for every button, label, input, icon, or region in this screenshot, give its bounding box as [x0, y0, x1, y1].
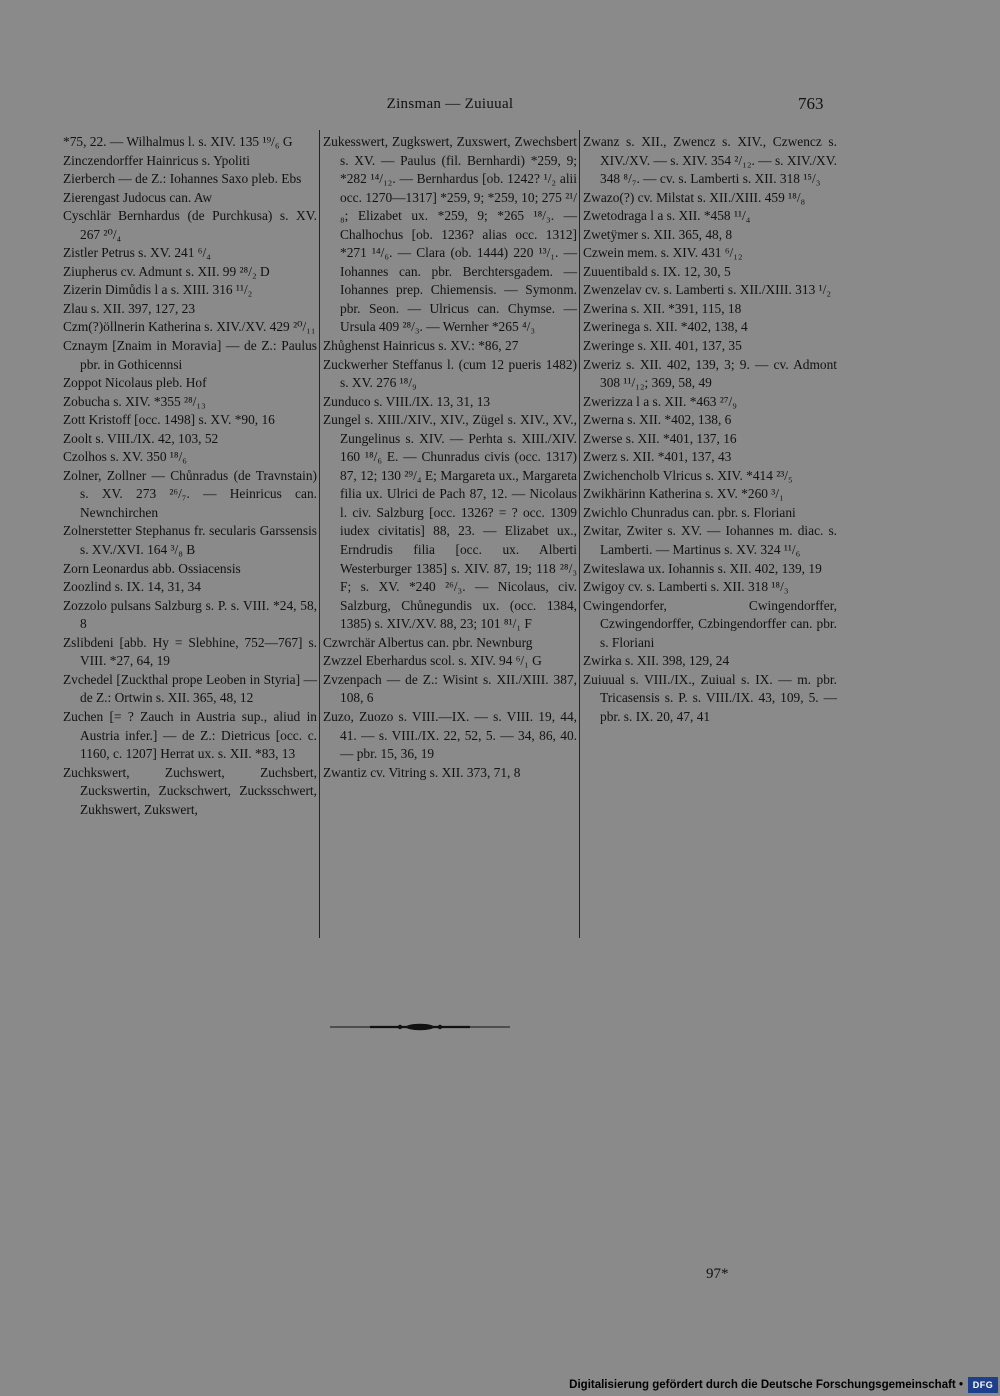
- index-entry: Czwrchär Albertus can. pbr. Newnburg: [323, 634, 533, 650]
- column-3: [583, 133, 837, 727]
- index-entry: Zuckwerher Steffanus l. (cum 12 pueris 1482) s. XV. 276 ¹⁸/₉: [323, 356, 577, 391]
- index-entry: Zweriz s. XII. 402, 139, 3; 9. — cv. Admont 308 ¹¹/₁₂; 369, 58, 49: [583, 356, 837, 391]
- index-entry: Zunduco s. VIII./IX. 13, 31, 13: [323, 393, 491, 409]
- column-1: [63, 133, 317, 819]
- index-entry: Zistler Petrus s. XV. 241 ⁶/₄: [63, 245, 211, 261]
- index-entry: Zorn Leonardus abb. Ossiacensis: [63, 560, 241, 576]
- index-entry: Zwerinega s. XII. *402, 138, 4: [583, 319, 748, 335]
- index-entry: Zwetodraga l a s. XII. *458 ¹¹/₄: [583, 208, 751, 224]
- index-entry: Zwenzelav cv. s. Lamberti s. XII./XIII. 313 ¹/₂: [583, 282, 832, 298]
- index-entry: Czolhos s. XV. 350 ¹⁸/₆: [63, 449, 187, 465]
- index-entry: Zwerna s. XII. *402, 138, 6: [583, 412, 732, 428]
- end-ornament: [330, 1017, 510, 1037]
- dfg-logo: DFG: [968, 1377, 998, 1393]
- index-entry: Zvchedel [Zuckthal prope Leoben in Styria] — de Z.: Ortwin s. XII. 365, 48, 12: [63, 671, 317, 706]
- index-entry: Zwantiz cv. Vitring s. XII. 373, 71, 8: [323, 764, 521, 780]
- index-entry: Ziupherus cv. Admunt s. XII. 99 ²⁸/₂ D: [63, 263, 270, 279]
- index-entry: Zwetÿmer s. XII. 365, 48, 8: [583, 226, 733, 242]
- index-entry: Zwanz s. XII., Zwencz s. XIV., Czwencz s. XIV./XV. — s. XIV. 354 ²/₁₂. — s. XIV./XV. 348 ⁸/₇. — cv. s. Lamberti s. XII. 318 ¹⁵/₃: [583, 134, 837, 187]
- index-entry: Zolner, Zollner — Chůnradus (de Travnstain) s. XV. 273 ²⁶/₇. — Heinricus can. Newnchirchen: [63, 467, 317, 520]
- index-entry: Zoppot Nicolaus pleb. Hof: [63, 375, 207, 391]
- index-entry: Zwichlo Chunradus can. pbr. s. Floriani: [583, 504, 796, 520]
- index-entry: Zierberch — de Z.: Iohannes Saxo pleb. Ebs: [63, 171, 302, 187]
- column-2: [323, 133, 577, 782]
- index-entry: Cwingendorfer, Cwingendorffer, Czwingendorffer, Czbingendorffer can. pbr. s. Floriani: [583, 597, 837, 650]
- index-entry: Zlau s. XII. 397, 127, 23: [63, 300, 196, 316]
- index-entry: Czm(?)öllnerin Katherina s. XIV./XV. 429 ²⁰/₁₁: [63, 319, 316, 335]
- index-entry: Zungel s. XIII./XIV., XIV., Zügel s. XIV., XV., Zungelinus s. XIV. — Perhta s. XIII./XIV. 160 ¹⁸/₆ E. — Chunradus civis (occ. 1317) 87, 12; 130 ²⁹/₄ E; Margareta ux., Margareta filia ux. Ulrici de Pach 87, 12. — Nicolaus l. civ. Salzburg [occ. 1326? = ? occ. 1309 iudex civitatis] 88, 23. — Elizabet ux., Erndrudis filia [occ. ux. Alberti Westerburger 1385] s. XIV. 87, 19; 118 ²⁸/₃ F; s. XV. *240 ²⁶/₃. — Nicolaus, civ. Salzburg, Chůnegundis ux. (occ. 1384, 1385) s. XIV./XV. 88, 23; 101 ⁸¹/₁ F: [323, 412, 577, 632]
- column-rule: [319, 130, 320, 938]
- index-entry: Zierengast Judocus can. Aw: [63, 189, 213, 205]
- index-entry: Zslibdeni [abb. Hy = Slebhine, 752—767] s. VIII. *27, 64, 19: [63, 634, 317, 669]
- index-entry: Zwigoy cv. s. Lamberti s. XII. 318 ¹⁸/₃: [583, 579, 789, 595]
- index-entry: Zweringe s. XII. 401, 137, 35: [583, 338, 742, 354]
- column-rule: [579, 130, 580, 938]
- page-number: 763: [798, 94, 824, 113]
- index-entry: Cyschlär Bernhardus (de Purchkusa) s. XV. 267 ²⁰/₄: [63, 208, 317, 242]
- index-entry: Zwerina s. XII. *391, 115, 18: [583, 300, 742, 316]
- signature-mark: 97*: [706, 1266, 729, 1282]
- index-entry: Zozzolo pulsans Salzburg s. P. s. VIII. *24, 58, 8: [63, 597, 317, 632]
- index-entry: Zwerse s. XII. *401, 137, 16: [583, 430, 737, 446]
- running-head: Zinsman — Zuiuual: [386, 96, 514, 112]
- index-entry: Zwiteslawa ux. Iohannis s. XII. 402, 139, 19: [583, 560, 822, 576]
- index-entry: Cznaym [Znaim in Moravia] — de Z.: Paulus pbr. in Gothicennsi: [63, 338, 317, 372]
- index-entry: Zolnerstetter Stephanus fr. secularis Garssensis s. XV./XVI. 164 ³/₈ B: [63, 523, 317, 558]
- index-entry: Zuchen [= ? Zauch in Austria sup., aliud in Austria infer.] — de Z.: Dietricus [occ. c. 1160, c. 1207] Herrat ux. s. XII. *83, 13: [63, 708, 317, 762]
- index-entry: Zwitar, Zwiter s. XV. — Iohannes m. diac. s. Lamberti. — Martinus s. XV. 324 ¹¹/₆: [583, 523, 837, 558]
- index-entry: Zuchkswert, Zuchswert, Zuchsbert, Zuckswertin, Zuckschwert, Zucksschwert, Zukhswert, Zukswert,: [63, 764, 317, 817]
- index-entry: Zott Kristoff [occ. 1498] s. XV. *90, 16: [63, 412, 275, 428]
- index-entry: Zwerz s. XII. *401, 137, 43: [583, 449, 732, 465]
- index-entry: Zinczendorffer Hainricus s. Ypoliti: [63, 152, 250, 168]
- index-entry: Zoolt s. VIII./IX. 42, 103, 52: [63, 430, 219, 446]
- index-entry: Zvzenpach — de Z.: Wisint s. XII./XIII. 387, 108, 6: [323, 671, 577, 706]
- index-entry: Zwazo(?) cv. Milstat s. XII./XIII. 459 ¹⁸/₈: [583, 189, 806, 205]
- index-entry: Zwirka s. XII. 398, 129, 24: [583, 653, 730, 669]
- index-entry: Zizerin Dimůdis l a s. XIII. 316 ¹¹/₂: [63, 282, 253, 298]
- index-entry: Zwzzel Eberhardus scol. s. XIV. 94 ⁶/₁ G: [323, 653, 542, 669]
- index-entry: Czwein mem. s. XIV. 431 ⁶/₁₂: [583, 245, 743, 261]
- index-entry: Zuzo, Zuozo s. VIII.—IX. — s. VIII. 19, 44, 41. — s. VIII./IX. 22, 52, 5. — 34, 86, 40. — pbr. 15, 36, 19: [323, 708, 577, 762]
- index-entry: Zwikhärinn Katherina s. XV. *260 ³/₁: [583, 486, 784, 502]
- index-entry: Zwichencholb Vlricus s. XIV. *414 ²³/₅: [583, 467, 793, 483]
- index-entry: Zwerizza l a s. XII. *463 ²⁷/₉: [583, 393, 737, 409]
- index-entry: Zobucha s. XIV. *355 ²⁸/₁₃: [63, 393, 206, 409]
- index-entry: Zhůghenst Hainricus s. XV.: *86, 27: [323, 338, 519, 354]
- index-entry: *75, 22. — Wilhalmus l. s. XIV. 135 ¹⁹/₆ G: [63, 134, 293, 149]
- index-entry: Zukesswert, Zugkswert, Zuxswert, Zwechsbert s. XV. — Paulus (fil. Bernhardi) *259, 9; *282 ¹⁴/₁₂. — Bernhardus [ob. 1242? ¹/₂ alii occ. 1270—1317] *259, 9; *259, 10; 275 ²¹/₈; Elizabet ux. *259, 9; *265 ¹⁸/₃. — Chalhochus [ob. 1236? alias occ. 1312] *271 ¹⁴/₆. — Clara (ob. 1444) 220 ¹³/₁. — Iohannes can. pbr. Berchtersgadem. — Iohannes prep. Chiemensis. — Symonm. pbr. Seon. — Ulricus can. Chymse. — Ursula 409 ²⁸/₃. — Wernher *265 ⁴/₃: [323, 134, 577, 335]
- index-entry: Zoozlind s. IX. 14, 31, 34: [63, 579, 201, 595]
- footer-text: Digitalisierung gefördert durch die Deutsche Forschungsgemeinschaft •: [569, 1379, 963, 1391]
- index-entry: Zuuentibald s. IX. 12, 30, 5: [583, 263, 731, 279]
- digitization-footer: [561, 1374, 1000, 1396]
- index-entry: Zuiuual s. VIII./IX., Zuiual s. IX. — m. pbr. Tricasensis s. P. s. VIII./IX. 43, 109, 5. — pbr. s. IX. 20, 47, 41: [583, 671, 837, 724]
